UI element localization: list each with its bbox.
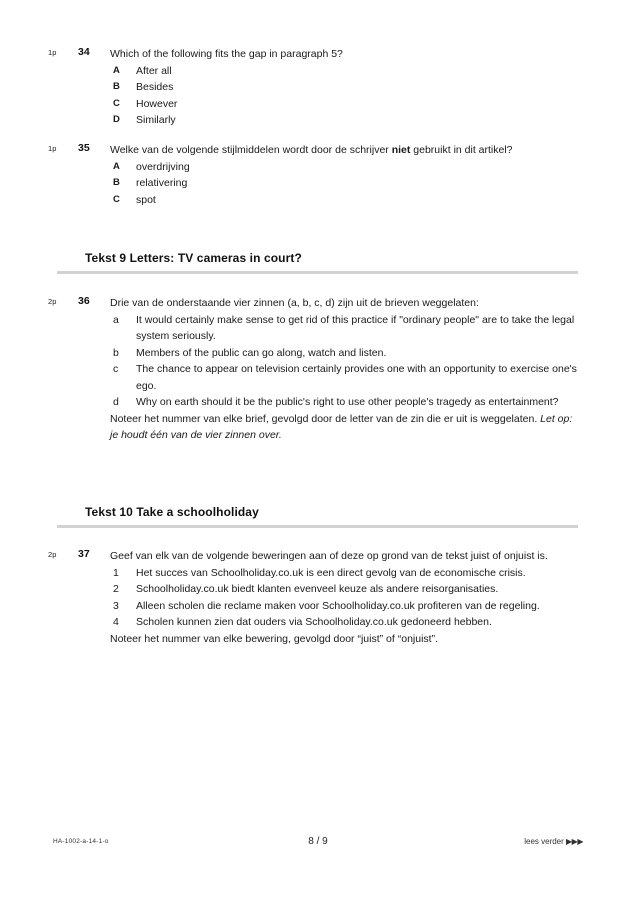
subitem-label: a (113, 313, 119, 326)
question-instruction (110, 411, 578, 444)
subitem-text: Why on earth should it be the public's right to use other people's tragedy as entertainment? (136, 396, 559, 408)
statement-text: Alleen scholen die reclame maken voor Schoolholiday.co.uk profiteren van de regeling. (136, 599, 540, 612)
subitem[interactable] (113, 312, 584, 345)
statement-list (110, 565, 636, 631)
question-text (110, 142, 578, 159)
section-heading-tekst-10 (0, 505, 636, 519)
statement-label: 1 (113, 566, 119, 579)
option-label: D (113, 114, 120, 125)
option-text: spot (136, 193, 156, 206)
option-item[interactable] (113, 79, 584, 96)
question-37 (0, 548, 636, 647)
answer-options (110, 159, 636, 209)
question-34 (0, 46, 636, 129)
question-number: 37 (78, 548, 90, 560)
statement-item[interactable] (113, 581, 584, 598)
option-text: relativering (136, 177, 188, 189)
page-number: 8 / 9 (308, 836, 328, 847)
subitem[interactable] (113, 345, 584, 362)
question-text-pre: Welke van de volgende stijlmiddelen wordt door de schrijver (110, 144, 392, 156)
subitem-label: d (113, 396, 119, 408)
statement-label: 2 (113, 583, 119, 595)
instruction-note: Let op: je houdt één van de vier zinnen over. (110, 412, 573, 441)
option-label: C (113, 193, 120, 205)
subitem-label: c (113, 363, 119, 375)
question-text-emphasis: niet (391, 144, 411, 156)
section-heading-tekst-9 (0, 251, 636, 265)
option-label: A (113, 64, 120, 76)
statement-text: Schoolholiday.co.uk biedt klanten evenveel keuze als andere reisorganisaties. (136, 583, 499, 595)
exam-code: HA-1002-a-14-1-o (53, 838, 109, 845)
section-title: Tekst 10 Take a schoolholiday (85, 505, 259, 519)
question-number: 36 (78, 295, 90, 307)
statement-label: 3 (113, 599, 119, 612)
option-item[interactable] (113, 159, 584, 176)
question-number: 35 (78, 142, 90, 154)
statement-item[interactable] (113, 614, 584, 631)
statement-item[interactable] (113, 565, 584, 582)
subitem[interactable] (113, 361, 584, 394)
option-label: A (113, 160, 120, 172)
subitem-text: Members of the public can go along, watch and listen. (136, 346, 387, 359)
option-item[interactable] (113, 192, 584, 209)
question-36 (0, 295, 636, 444)
page-footer (0, 836, 636, 852)
question-marks: 2p (48, 297, 57, 306)
option-label: C (113, 97, 120, 109)
question-marks: 1p (48, 144, 57, 153)
sentence-options (110, 312, 636, 411)
subitem[interactable] (113, 394, 584, 411)
option-item[interactable] (113, 175, 584, 192)
question-marks: 2p (48, 550, 57, 559)
option-text: However (136, 97, 178, 110)
question-text: Which of the following fits the gap in paragraph 5? (110, 48, 343, 60)
answer-options (110, 63, 636, 129)
option-item[interactable] (113, 112, 584, 129)
statement-text: Het succes van Schoolholiday.co.uk is een direct gevolg van de economische crisis. (136, 566, 526, 579)
continue-notice (524, 837, 583, 846)
option-item[interactable] (113, 96, 584, 113)
question-marks: 1p (48, 48, 57, 57)
instruction-text: Noteer het nummer van elke brief, gevolgd door de letter van de zin die er uit is weggelaten. (110, 412, 541, 425)
option-label: B (113, 81, 120, 92)
statement-text: Scholen kunnen zien dat ouders via Schoolholiday.co.uk gedoneerd hebben. (136, 616, 492, 628)
continue-label: lees verder (524, 837, 564, 846)
question-instruction: Noteer het nummer van elke bewering, gevolgd door “juist” of “onjuist”. (110, 632, 438, 645)
question-text-post: gebruikt in dit artikel? (410, 144, 513, 156)
question-35 (0, 142, 636, 208)
subitem-label: b (113, 346, 119, 359)
option-label: B (113, 177, 120, 188)
statement-item[interactable] (113, 598, 584, 615)
question-text: Drie van de onderstaande vier zinnen (a, b, c, d) zijn uit de brieven weggelaten: (110, 297, 479, 309)
option-text: Besides (136, 81, 174, 93)
option-text: After all (136, 64, 172, 77)
triangle-right-icon: ▶▶▶ (566, 837, 583, 846)
option-text: Similarly (136, 114, 176, 126)
question-number: 34 (78, 46, 90, 58)
subitem-text: The chance to appear on television certainly provides one with an opportunity to exercise one's ego. (136, 363, 577, 392)
section-divider (57, 271, 578, 274)
option-item[interactable] (113, 63, 584, 80)
statement-label: 4 (113, 616, 119, 628)
section-title: Tekst 9 Letters: TV cameras in court? (85, 251, 302, 265)
subitem-text: It would certainly make sense to get rid of this practice if "ordinary people" are to take the legal system seriously. (136, 313, 575, 342)
question-text: Geef van elk van de volgende beweringen aan of deze op grond van de tekst juist of onjuist is. (110, 550, 548, 562)
option-text: overdrijving (136, 160, 190, 173)
section-divider (57, 525, 578, 528)
